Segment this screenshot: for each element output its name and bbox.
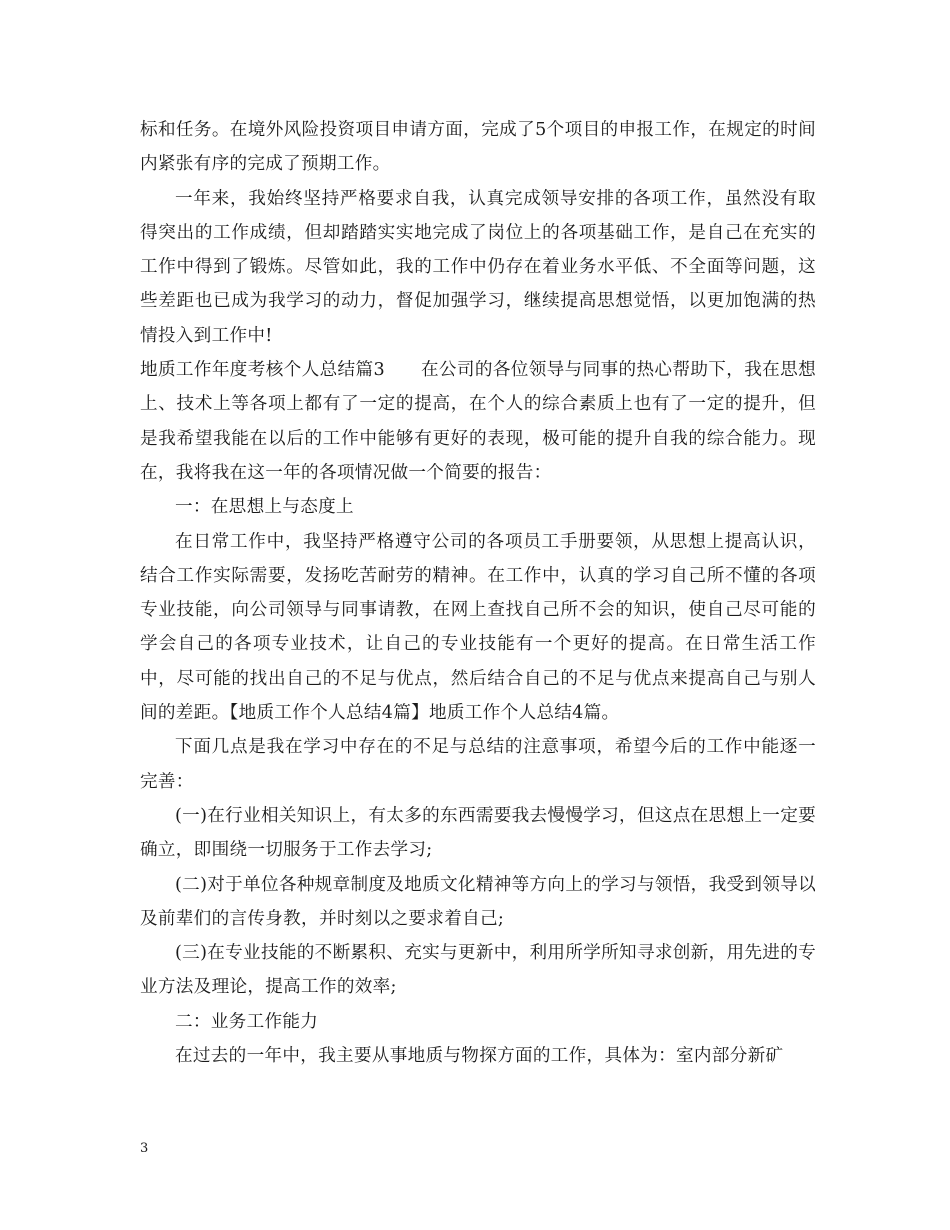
paragraph-5: 在日常工作中，我坚持严格遵守公司的各项员工手册要领，从思想上提高认识，结合工作实际需要，发扬吃苦耐劳的精神。在工作中，认真的学习自己所不懂的各项专业技能，向公司领导与同事请教，在网上查找自己所不会的知识，使自己尽可能的学会自己的各项专业技术，让自己的专业技能有一个更好的提高。在日常生活工作中，尽可能的找出自己的不足与优点，然后结合自己的不足与优点来提高自己与别人间的差距。【地质工作个人总结4篇】地质工作个人总结4篇。 bbox=[140, 531, 816, 724]
heading-business-ability: 二：业务工作能力 bbox=[175, 1011, 319, 1032]
paragraph-6: 下面几点是我在学习中存在的不足与总结的注意事项，希望今后的工作中能逐一完善： bbox=[140, 737, 816, 792]
list-item-1: (一)在行业相关知识上，有太多的东西需要我去慢慢学习，但这点在思想上一定要确立，即围绕一切服务于工作去学习; bbox=[140, 805, 816, 861]
list-item-3: (三)在专业技能的不断累积、充实与更新中，利用所学所知寻求创新，用先进的专业方法及理论，提高工作的效率; bbox=[140, 943, 816, 998]
paragraph-11: 在过去的一年中，我主要从事地质与物探方面的工作，具体为：室内部分新矿 bbox=[175, 1046, 784, 1067]
list-item-2: (二)对于单位各种规章制度及地质文化精神等方向上的学习与领悟，我受到领导以及前辈们的言传身教，并时刻以之要求着自己; bbox=[140, 874, 816, 929]
document-body bbox=[140, 113, 816, 1073]
heading-thought-attitude: 一：在思想上与态度上 bbox=[175, 497, 354, 518]
page-number: 3 bbox=[140, 1141, 149, 1156]
paragraph-1: 标和任务。在境外风险投资项目申请方面，完成了5个项目的申报工作，在规定的时间内紧张有序的完成了预期工作。 bbox=[140, 120, 816, 175]
paragraph-3-section-title: 地质工作年度考核个人总结篇3 在公司的各位领导与同事的热心帮助下，我在思想上、技术上等各项上都有了一定的提高，在个人的综合素质上也有了一定的提升，但是我希望我能在以后的工作中能够有更好的表现，极可能的提升自我的综合能力。现在，我将我在这一年的各项情况做一个简要的报告： bbox=[140, 360, 816, 483]
paragraph-2: 一年来，我始终坚持严格要求自我，认真完成领导安排的各项工作，虽然没有取得突出的工作成绩，但却踏踏实实地完成了岗位上的各项基础工作，是自己在充实的工作中得到了锻炼。尽管如此，我的工作中仍存在着业务水平低、不全面等问题，这些差距也已成为我学习的动力，督促加强学习，继续提高思想觉悟，以更加饱满的热情投入到工作中! bbox=[140, 188, 816, 346]
